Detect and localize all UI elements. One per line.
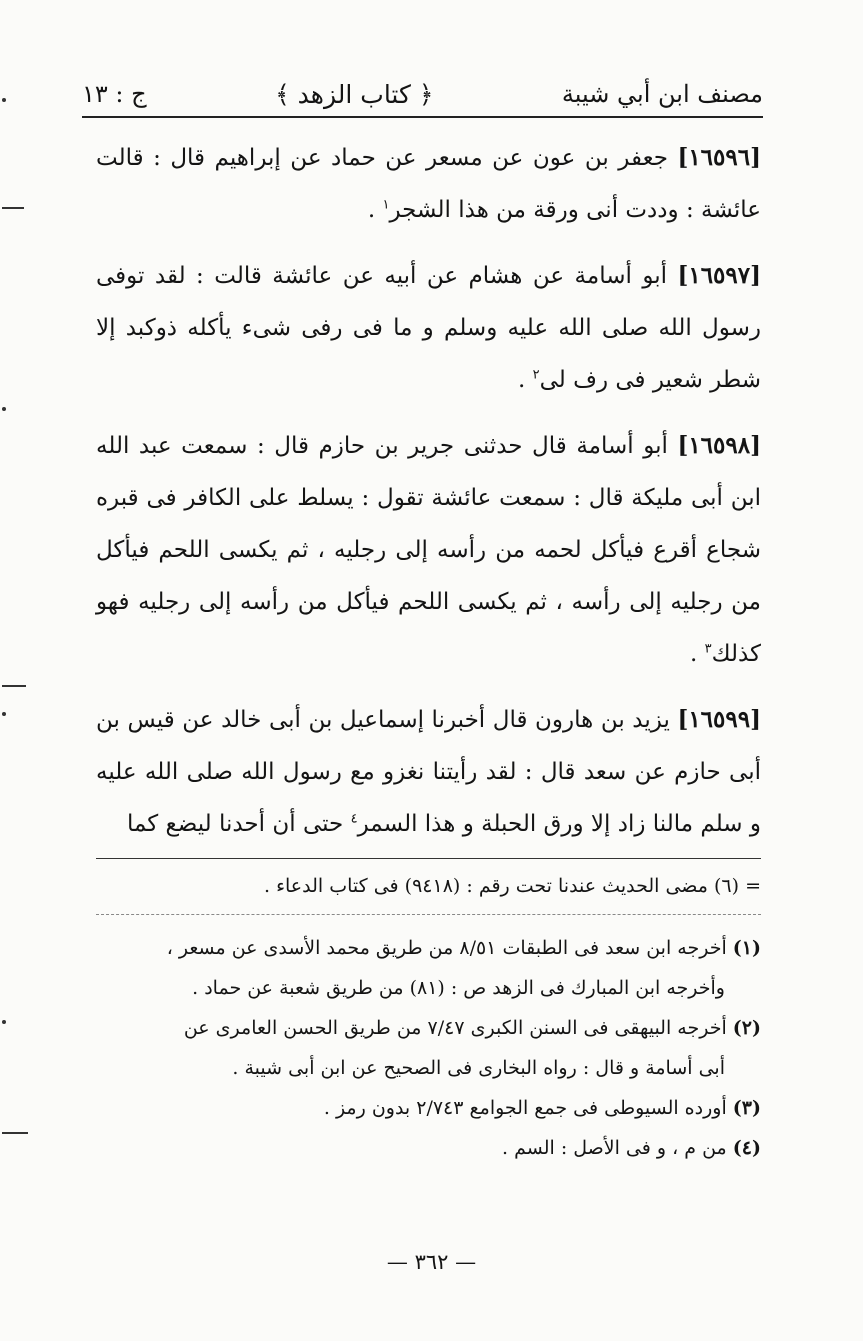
- footnote-text: من م ، و فى الأصل : السم .: [502, 1137, 727, 1159]
- hadith-number: [١٦٥٩٩]: [677, 706, 761, 733]
- margin-mark: [2, 712, 6, 716]
- book-title: مصنف ابن أبي شيبة: [561, 80, 763, 108]
- footnote-text-cont: وأخرجه ابن المبارك فى الزهد ص : (٨١) من طريق شعبة عن حماد .: [192, 977, 725, 999]
- hadith-text: يزيد بن هارون قال أخبرنا إسماعيل بن أبى خالد عن قيس بن أبى حازم عن سعد قال : لقد رأيتنا نغزو مع رسول الله صلى الله عليه و سلم مالنا زاد إلا ورق الحبلة و هذا السمر: [96, 707, 761, 837]
- hadith-tail: حتى أن أحدنا ليضع كما: [126, 811, 351, 837]
- hadith-text: جعفر بن عون عن مسعر عن حماد عن إبراهيم قال : قالت عائشة : وددت أنى ورقة من هذا الشجر: [96, 145, 761, 223]
- footnote-text-cont: أبى أسامة و قال : رواه البخارى فى الصحيح عن ابن أبى شيبة .: [232, 1057, 725, 1079]
- footnote-text: أخرجه ابن سعد فى الطبقات ٨/٥١ من طريق محمد الأسدى عن مسعر ،: [166, 937, 727, 959]
- footnote-number: (٤): [732, 1137, 761, 1159]
- footnote-divider: [96, 914, 761, 915]
- margin-mark: [2, 407, 6, 411]
- continued-footnote: = (٦) مضى الحديث عندنا تحت رقم : (٩٤١٨) فى كتاب الدعاء .: [96, 858, 761, 905]
- footnotes: [96, 928, 761, 1168]
- footnote-ref: ٢: [532, 367, 540, 383]
- hadith-entry: [96, 694, 761, 850]
- footnote-item: [96, 928, 761, 1008]
- volume-number: ج : ١٣: [82, 80, 147, 108]
- hadith-number: [١٦٥٩٧]: [677, 262, 762, 289]
- footnote-item: [96, 1128, 761, 1168]
- section-title: ﴿ كتاب الزهد ﴾: [275, 79, 434, 109]
- footnote-ref: ١: [382, 197, 390, 213]
- hadith-text: أبو أسامة عن هشام عن أبيه عن عائشة قالت : لقد توفى رسول الله صلى الله عليه وسلم و ما فى رفى شىء يأكله ذوكبد إلا شطر شعير فى رف لى: [96, 263, 761, 393]
- hadith-entry: [96, 420, 761, 680]
- footnote-ref: ٤: [350, 811, 358, 827]
- hadith-number: [١٦٥٩٦]: [677, 144, 761, 171]
- hadith-tail: .: [689, 641, 705, 667]
- hadith-number: [١٦٥٩٨]: [677, 432, 761, 459]
- margin-mark: [2, 207, 24, 209]
- running-header: [82, 72, 763, 118]
- footnote-item: [96, 1008, 761, 1088]
- page-number: — ٣٦٢ —: [386, 1250, 477, 1274]
- hadith-entry: [96, 250, 761, 406]
- footnote-number: (١): [732, 937, 761, 959]
- margin-mark: [2, 1020, 6, 1024]
- footnote-text: أورده السيوطى فى جمع الجوامع ٢/٧٤٣ بدون رمز .: [323, 1097, 727, 1119]
- footnote-ref: ٣: [704, 641, 712, 657]
- margin-mark: [2, 1132, 28, 1134]
- footnote-number: (٣): [732, 1097, 761, 1119]
- margin-mark: [2, 685, 26, 687]
- main-text: [96, 132, 761, 864]
- hadith-tail: .: [518, 367, 533, 393]
- footnote-item: [96, 1088, 761, 1128]
- hadith-tail: .: [367, 197, 383, 223]
- footnote-text: أخرجه البيهقى فى السنن الكبرى ٧/٤٧ من طريق الحسن العامرى عن: [183, 1017, 727, 1039]
- footnote-number: (٢): [732, 1017, 761, 1039]
- hadith-entry: [96, 132, 761, 236]
- margin-mark: [2, 98, 6, 102]
- hadith-text: أبو أسامة قال حدثنى جرير بن حازم قال : سمعت عبد الله ابن أبى مليكة قال : سمعت عائشة تقول : يسلط على الكافر فى قبره شجاع أقرع فيأكل لحمه من رأسه إلى رجليه ، ثم يكسى اللحم فيأكل من رجليه إلى رأسه ، ثم يكسى اللحم فيأكل من رأسه إلى رجليه فهو كذلك: [96, 433, 761, 667]
